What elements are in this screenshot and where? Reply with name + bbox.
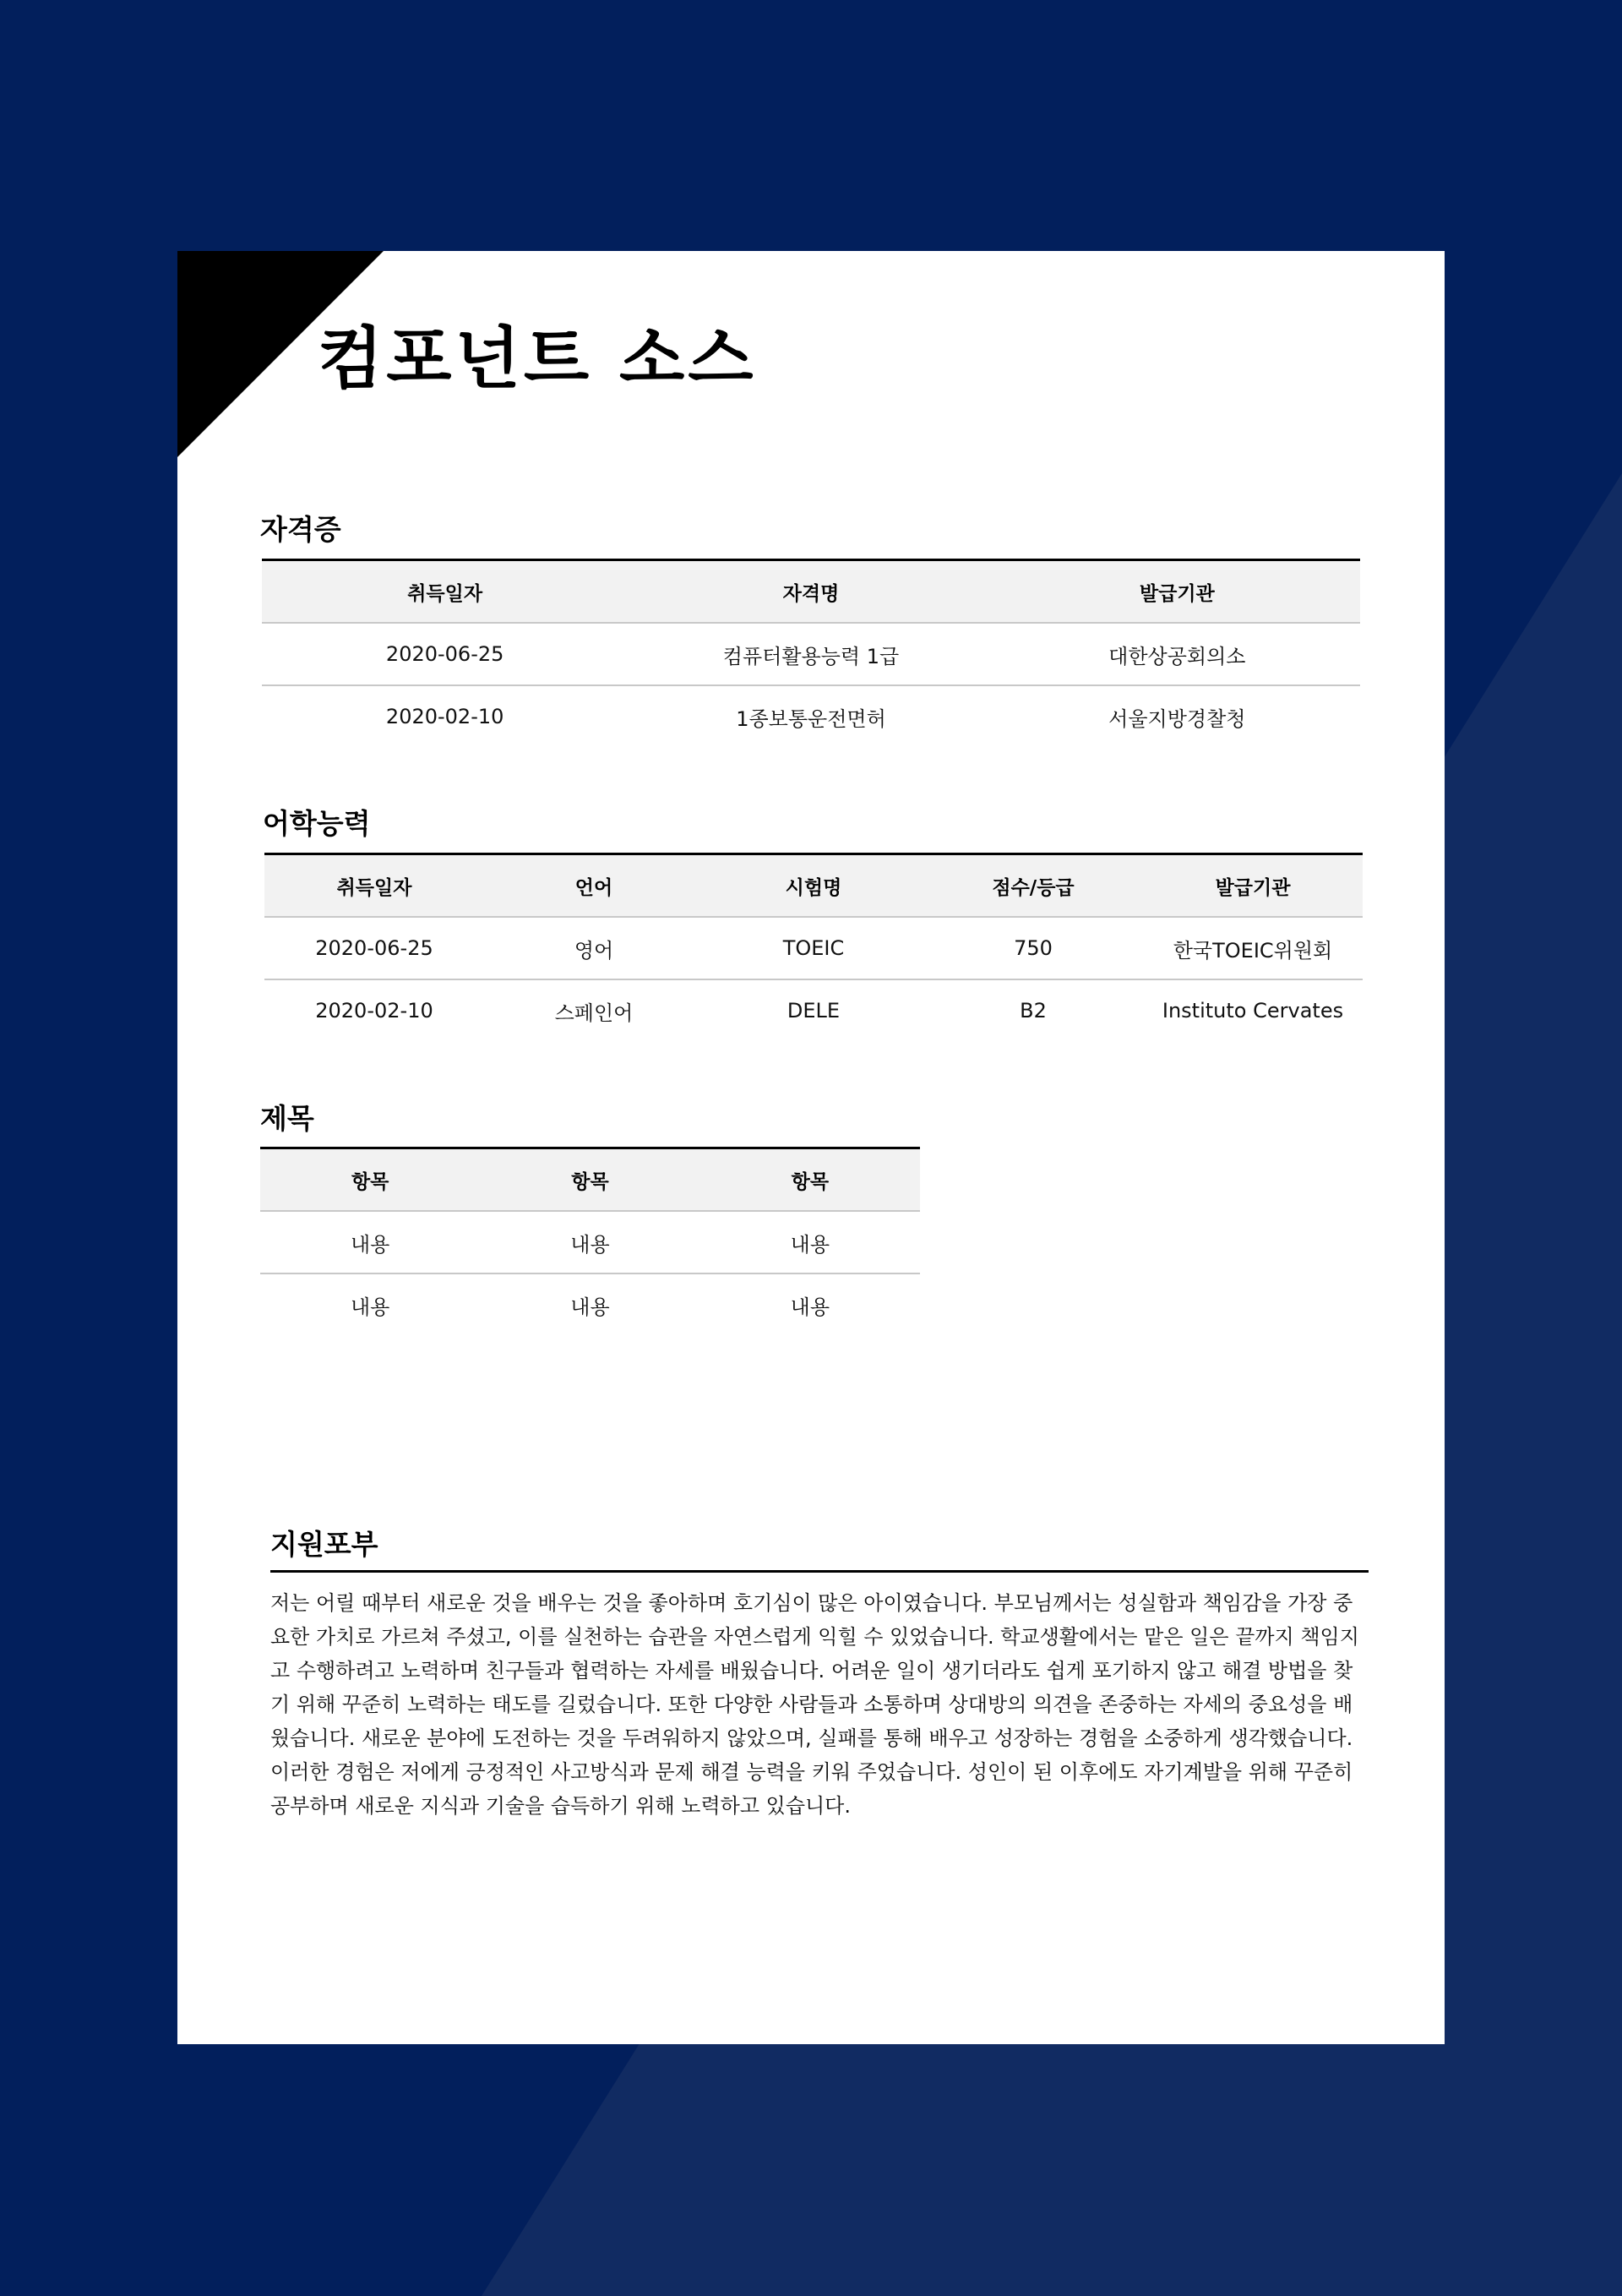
column-header: 취득일자	[264, 854, 484, 918]
table-cell: DELE	[787, 999, 841, 1023]
table-cell: 1종보통운전면허	[736, 706, 886, 731]
table-row	[262, 685, 1360, 747]
table-header-row	[262, 560, 1360, 624]
table-cell: 영어	[484, 917, 704, 979]
column-header: 항목	[480, 1148, 699, 1212]
languages-table	[264, 853, 1363, 1041]
certificates-title: 자격증	[260, 513, 341, 546]
table-cell: Instituto Cervates	[1162, 999, 1344, 1023]
column-header: 발급기관	[994, 560, 1360, 624]
table-cell: 내용	[480, 1211, 699, 1273]
generic-table	[260, 1147, 920, 1335]
table-cell: 컴퓨터활용능력 1급	[628, 623, 993, 685]
table-cell: 한국TOEIC위원회	[1143, 917, 1363, 979]
essay-title: 지원포부	[270, 1528, 378, 1561]
table-header-row	[264, 854, 1363, 918]
table-cell: 내용	[790, 1295, 830, 1319]
column-header: 점수/등급	[923, 854, 1143, 918]
table-row	[264, 979, 1363, 1041]
languages-title: 어학능력	[263, 807, 371, 840]
table-cell: 내용	[350, 1295, 390, 1319]
table-cell: 2020-02-10	[385, 705, 504, 728]
table-cell: TOEIC	[704, 917, 923, 979]
certificates-table	[262, 559, 1360, 747]
column-header: 항목	[260, 1148, 480, 1212]
table-cell: 대한상공회의소	[994, 623, 1360, 685]
column-header: 언어	[484, 854, 704, 918]
table-cell: 2020-02-10	[315, 999, 433, 1023]
table-cell: B2	[1020, 999, 1047, 1023]
essay-divider	[270, 1570, 1369, 1573]
table-cell: 내용	[260, 1211, 480, 1273]
table-cell: 내용	[700, 1211, 920, 1273]
table-cell: 750	[923, 917, 1143, 979]
column-header: 자격명	[628, 560, 993, 624]
table-row	[260, 1273, 920, 1335]
table-header-row	[260, 1148, 920, 1212]
table-cell: 내용	[570, 1295, 610, 1319]
table-cell: 2020-06-25	[264, 917, 484, 979]
table-row	[264, 917, 1363, 979]
table-cell: 스페인어	[554, 1001, 634, 1025]
column-header: 시험명	[704, 854, 923, 918]
document-title: 컴포넌트 소스	[318, 319, 757, 398]
column-header: 발급기관	[1143, 854, 1363, 918]
essay-body: 저는 어릴 때부터 새로운 것을 배우는 것을 좋아하며 호기심이 많은 아이였습니다. 부모님께서는 성실함과 책임감을 가장 중요한 가치로 가르쳐 주셨고, 이를 실천하는 습관을 자연스럽게 익힐 수 있었습니다. 학교생활에서는 맡은 일은 끝까지 책임지고 수행하려고 노력하며 친구들과 협력하는 자세를 배웠습니다. 어려운 일이 생기더라도 쉽게 포기하지 않고 해결 방법을 찾기 위해 꾸준히 노력하는 태도를 길렀습니다. 또한 다양한 사람들과 소통하며 상대방의 의견을 존중하는 자세의 중요성을 배웠습니다. 새로운 분야에 도전하는 것을 두려워하지 않았으며, 실패를 통해 배우고 성장하는 경험을 소중하게 생각했습니다. 이러한 경험은 저에게 긍정적인 사고방식과 문제 해결 능력을 키워 주었습니다. 성인이 된 이후에도 자기계발을 위해 꾸준히 공부하며 새로운 지식과 기술을 습득하기 위해 노력하고 있습니다.	[270, 1591, 1359, 1818]
table-row	[260, 1211, 920, 1273]
column-header: 항목	[700, 1148, 920, 1212]
generic-section-title: 제목	[260, 1102, 314, 1135]
column-header: 취득일자	[262, 560, 628, 624]
table-row	[262, 623, 1360, 685]
table-cell: 서울지방경찰청	[1108, 706, 1246, 731]
table-cell: 2020-06-25	[262, 623, 628, 685]
resume-sheet	[177, 251, 1445, 2044]
